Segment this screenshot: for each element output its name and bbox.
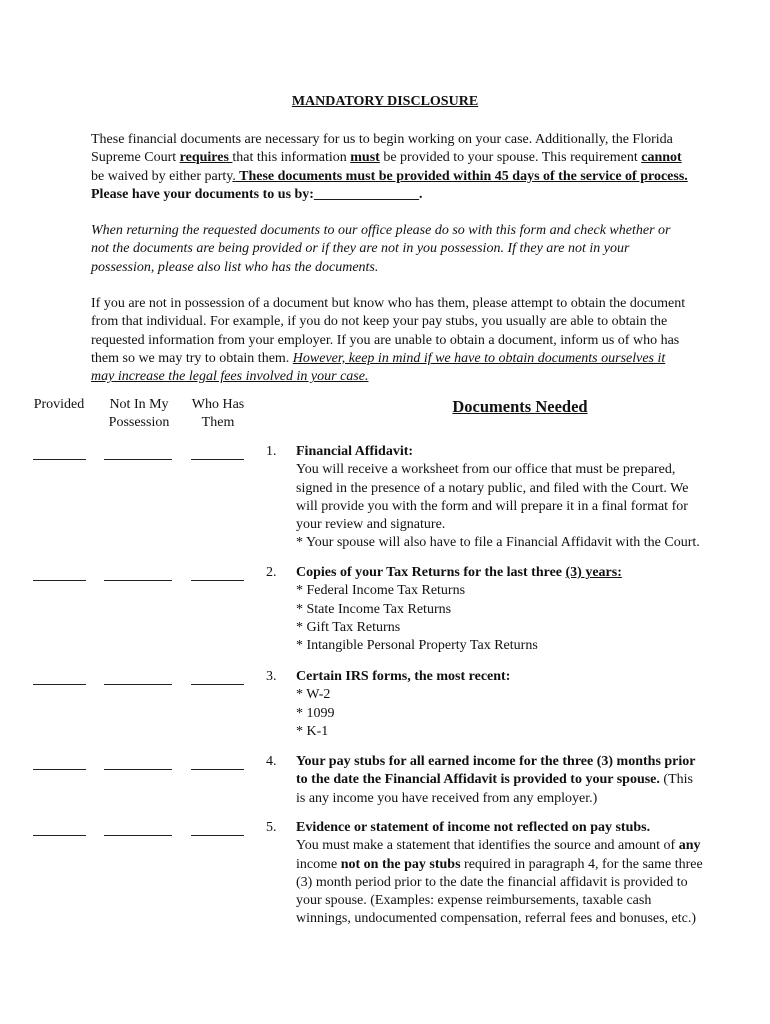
who-has-them-blank[interactable]: [191, 684, 244, 685]
intro-paragraph-2: When returning the requested documents to our office please do so with this form and check whether or not the documents are being provided or if they are not in you possession. If they are not in your possession, please also list who has the documents.: [91, 223, 671, 275]
who-has-them-blank[interactable]: [191, 835, 244, 836]
who-has-them-blank[interactable]: [191, 769, 244, 770]
item-description: Evidence or statement of income not reflected on pay stubs. You must make a statement that identifies the source and amount of any income not on the pay stubs required in paragraph 4, for the same three (3) month period prior to the date the financial affidavit is provided to your spouse. (Examples: expense reimbursements, taxable cash winnings, undocumented compensation, referral fees and bonuses, etc.): [296, 820, 703, 927]
item-description: Copies of your Tax Returns for the last three (3) years: * Federal Income Tax Returns * State Income Tax Returns * Gift Tax Returns * Intangible Personal Property Tax Returns: [296, 565, 622, 654]
item-number: 5.: [266, 820, 277, 835]
provided-blank[interactable]: [33, 580, 86, 581]
item-description: Financial Affidavit: You will receive a worksheet from our office that must be prepared, signed in the presence of a notary public, and filed with the Court. We will provide you with the form and will prepare it in a final format for your review and signature. * Your spouse will also have to file a Financial Affidavit with the Court.: [296, 444, 700, 551]
not-in-possession-blank[interactable]: [104, 769, 172, 770]
item-number: 4.: [266, 754, 277, 769]
not-in-possession-blank[interactable]: [104, 684, 172, 685]
item-number: 2.: [266, 565, 277, 580]
provided-blank[interactable]: [33, 835, 86, 836]
intro-paragraph-1: These financial documents are necessary for us to begin working on your case. Additionally, the Florida Supreme Court requires that this information must be provided to your spouse. This requirement cannot be waived by either party. These documents must be provided within 45 days of the service of process. Please have your documents to us by:_______________.: [91, 132, 688, 202]
item-number: 1.: [266, 444, 277, 459]
item-description: Certain IRS forms, the most recent: * W-2 * 1099 * K-1: [296, 669, 511, 739]
column-header-provided: Provided: [33, 397, 85, 412]
column-header-not-in-my-possession: Not In My Possession: [108, 397, 170, 431]
item-number: 3.: [266, 669, 277, 684]
intro-paragraph-3: If you are not in possession of a document but know who has them, please attempt to obtain the document from that individual. For example, if you do not keep your pay stubs, you usually are able to obtain the requested information from your employer. If you are unable to obtain a document, inform us of who has them so we may try to obtain them. However, keep in mind if we have to obtain documents ourselves it may increase the legal fees involved in your case.: [91, 296, 686, 385]
column-header-who-has-them: Who Has Them: [191, 397, 245, 431]
provided-blank[interactable]: [33, 684, 86, 685]
not-in-possession-blank[interactable]: [104, 580, 172, 581]
page-title: MANDATORY DISCLOSURE: [291, 94, 479, 109]
provided-blank[interactable]: [33, 769, 86, 770]
not-in-possession-blank[interactable]: [104, 835, 172, 836]
documents-needed-heading: Documents Needed: [452, 397, 588, 416]
item-description: Your pay stubs for all earned income for the three (3) months prior to the date the Financial Affidavit is provided to your spouse. (This is any income you have received from any employer.): [296, 754, 696, 806]
provided-blank[interactable]: [33, 459, 86, 460]
who-has-them-blank[interactable]: [191, 459, 244, 460]
not-in-possession-blank[interactable]: [104, 459, 172, 460]
who-has-them-blank[interactable]: [191, 580, 244, 581]
